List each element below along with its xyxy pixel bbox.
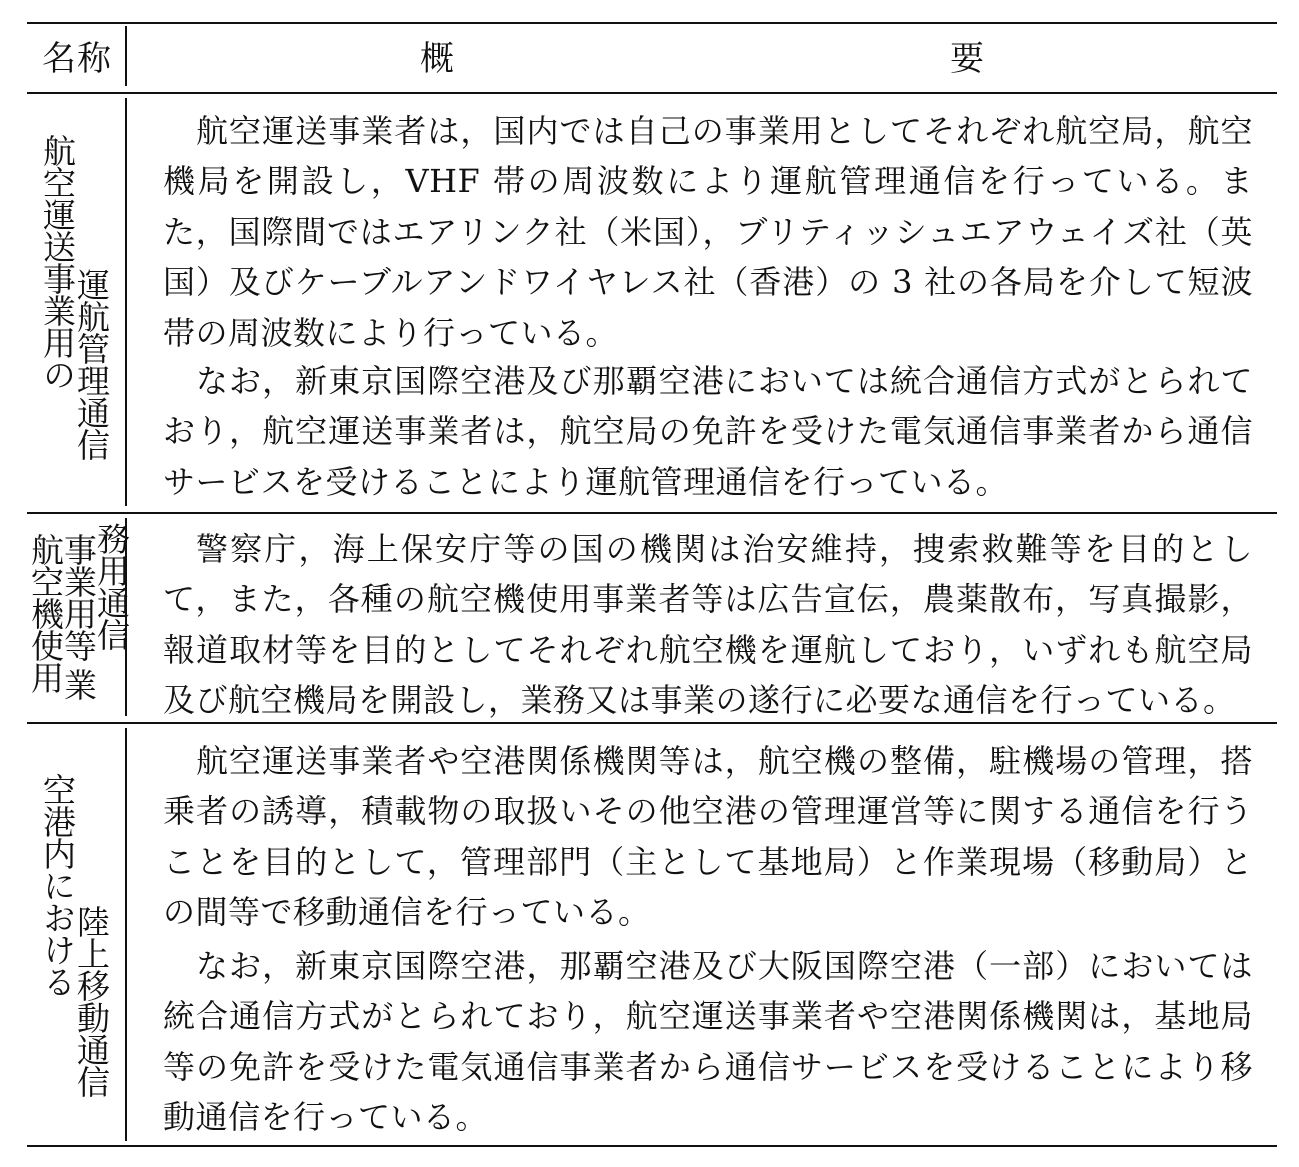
header-bottom-rule <box>27 92 1277 94</box>
column-divider <box>125 728 127 1141</box>
table-bottom-rule <box>27 1145 1277 1147</box>
column-divider <box>125 98 127 506</box>
row-3-paragraph-2: なお，新東京国際空港，那覇空港及び大阪国際空港（一部）においては統合通信方式がとられており，航空運送事業者や空港関係機関は，基地局等の免許を受けた電気通信事業者から通信サービスを受けることにより移動通信を行っている。 <box>163 947 1253 1137</box>
row-1-name-sub: 運航管理通信 <box>72 268 111 460</box>
row-1-paragraph-2: なお，新東京国際空港及び那覇空港においては統合通信方式がとられており，航空運送事業者は，航空局の免許を受けた電気通信事業者から通信サービスを受けることにより運航管理通信を行っている。 <box>163 362 1253 501</box>
row-3-name-sub: 陸上移動通信 <box>72 905 111 1097</box>
header-summary-right: 要 <box>950 39 985 79</box>
header-name: 名称 <box>42 39 112 79</box>
row-2-name-col3: 務用通信 <box>92 522 131 650</box>
row-1-paragraph-1: 航空運送事業者は，国内では自己の事業用としてそれぞれ航空局，航空機局を開設し，VHF 帯の周波数により運航管理通信を行っている。また，国際間ではエアリンク社（米国），ブリティッシュエアウェイズ社（英国）及びケーブルアンドワイヤレス社（香港）の 3 社の各局を介して短波帯の周波数により行っている。 <box>163 112 1253 352</box>
row-1-bottom-rule <box>27 512 1277 514</box>
table-top-rule <box>27 22 1277 24</box>
header-summary-left: 概 <box>420 39 455 79</box>
row-3-paragraph-1: 航空運送事業者や空港関係機関等は，航空機の整備，駐機場の管理，搭乗者の誘導，積載物の取扱いその他空港の管理運営等に関する通信を行うことを目的として，管理部門（主として基地局）と作業現場（移動局）との間等で移動通信を行っている。 <box>163 742 1253 932</box>
row-1-name: 航空運送事業用の <box>38 134 77 390</box>
column-divider <box>125 26 127 86</box>
row-2-paragraph-1: 警察庁，海上保安庁等の国の機関は治安維持，捜索救難等を目的として，また，各種の航空機使用事業者等は広告宣伝，農薬散布，写真撮影，報道取材等を目的としてそれぞれ航空機を運航しており，いずれも航空局及び航空機局を開設し，業務又は事業の遂行に必要な通信を行っている。 <box>163 530 1253 720</box>
row-3-name: 空港内における <box>38 773 77 997</box>
row-2-name-col2: 事業用等 <box>59 533 98 661</box>
row-2-name-col1: 航空機使用 <box>26 533 65 693</box>
row-2-name-extra: 業 <box>59 668 98 700</box>
